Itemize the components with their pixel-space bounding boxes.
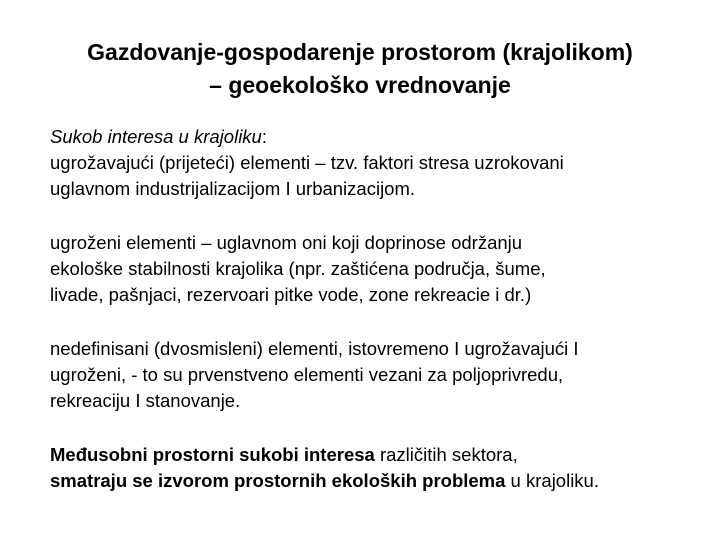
title-line-1: Gazdovanje-gospodarenje prostorom (krajolikom) <box>87 39 633 65</box>
paragraph-3-line-1: nedefinisani (dvosmisleni) elementi, istovremeno I ugrožavajući I <box>50 338 579 359</box>
paragraph-1-line-3: uglavnom industrijalizacijom I urbanizacijom. <box>50 178 416 199</box>
paragraph-2-line-2: ekološke stabilnosti krajolika (npr. zaštićena područja, šume, <box>50 258 546 279</box>
slide-title <box>30 36 690 102</box>
ecological-problems-rest: u krajoliku. <box>505 470 599 491</box>
spatial-conflicts-rest: različitih sektora, <box>374 444 518 465</box>
conflict-heading: Sukob interesa u krajoliku <box>50 126 262 147</box>
paragraph-conflict-of-interest <box>50 124 700 202</box>
title-line-2: – geoekološko vrednovanje <box>209 72 511 98</box>
conflict-heading-colon: : <box>261 126 267 147</box>
paragraph-2-line-3: livade, pašnjaci, rezervoari pitke vode, zone rekreacie i dr.) <box>50 284 532 305</box>
spatial-conflicts-bold: Međusobni prostorni sukobi interesa <box>50 444 375 465</box>
paragraph-4-line-2 <box>50 468 700 494</box>
paragraph-1-line-1 <box>50 124 700 150</box>
slide-body <box>50 124 700 522</box>
paragraph-undefined-elements <box>50 336 700 414</box>
paragraph-threatened-elements <box>50 230 700 308</box>
paragraph-3-line-2: ugroženi, - to su prvenstveno elementi vezani za poljoprivredu, <box>50 364 564 385</box>
ecological-problems-bold: smatraju se izvorom prostornih ekoloških problema <box>50 470 506 491</box>
paragraph-3-line-3: rekreaciju I stanovanje. <box>50 390 241 411</box>
paragraph-1-line-2: ugrožavajući (prijeteći) elementi – tzv. faktori stresa uzrokovani <box>50 152 564 173</box>
paragraph-2-line-1: ugroženi elementi – uglavnom oni koji doprinose održanju <box>50 232 523 253</box>
paragraph-spatial-conflicts <box>50 442 700 494</box>
paragraph-4-line-1 <box>50 442 700 468</box>
